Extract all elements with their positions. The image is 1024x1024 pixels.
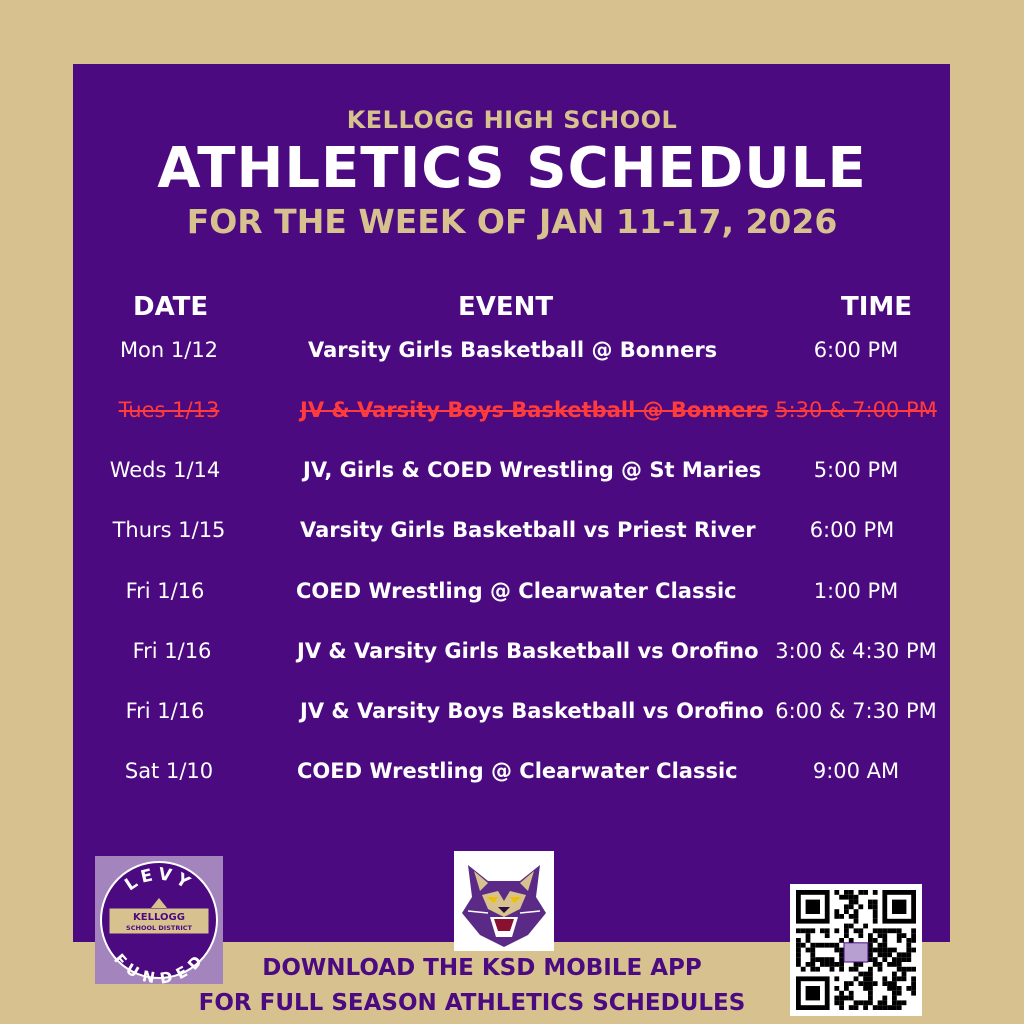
row-event: JV & Varsity Girls Basketball vs Orofino: [297, 639, 759, 663]
row-date: Tues 1/13: [118, 398, 220, 422]
page-title: ATHLETICS SCHEDULE: [157, 136, 867, 201]
row-time: 5:30 & 7:00 PM: [775, 398, 937, 422]
row-date: Fri 1/16: [125, 699, 205, 723]
row-event: Varsity Girls Basketball @ Bonners: [308, 338, 718, 362]
row-time: 6:00 PM: [813, 338, 899, 362]
row-time: 3:00 & 4:30 PM: [775, 639, 937, 663]
footer-line-2: FOR FULL SEASON ATHLETICS SCHEDULES: [198, 990, 746, 1016]
row-time: 6:00 PM: [809, 518, 895, 542]
school-name: KELLOGG HIGH SCHOOL: [346, 106, 678, 134]
levy-bottom-text: FUNDED: [110, 950, 208, 984]
levy-top-text: LEVY: [121, 864, 197, 896]
row-event: COED Wrestling @ Clearwater Classic: [296, 579, 737, 603]
row-time: 1:00 PM: [813, 579, 899, 603]
row-time: 9:00 AM: [812, 759, 900, 783]
row-event: COED Wrestling @ Clearwater Classic: [297, 759, 738, 783]
row-time: 5:00 PM: [813, 458, 899, 482]
row-event: JV & Varsity Boys Basketball vs Orofino: [300, 699, 764, 723]
row-date: Fri 1/16: [132, 639, 212, 663]
bobcat-mascot-icon: [454, 851, 554, 951]
levy-banner-line1: KELLOGG: [133, 912, 185, 923]
row-date: Sat 1/10: [124, 759, 214, 783]
row-time: 6:00 & 7:30 PM: [775, 699, 937, 723]
footer-line-1: DOWNLOAD THE KSD MOBILE APP: [262, 955, 702, 981]
row-event: Varsity Girls Basketball vs Priest River: [300, 518, 756, 542]
levy-banner-line2: SCHOOL DISTRICT: [126, 924, 192, 932]
column-header-time: TIME: [841, 292, 913, 322]
row-date: Fri 1/16: [125, 579, 205, 603]
row-event: JV & Varsity Boys Basketball @ Bonners: [300, 398, 769, 422]
row-date: Weds 1/14: [109, 458, 221, 482]
row-date: Thurs 1/15: [112, 518, 226, 542]
row-event: JV, Girls & COED Wrestling @ St Maries: [303, 458, 762, 482]
column-header-event: EVENT: [458, 292, 554, 322]
week-subtitle: FOR THE WEEK OF JAN 11-17, 2026: [186, 202, 838, 241]
row-date: Mon 1/12: [119, 338, 219, 362]
column-header-date: DATE: [133, 292, 209, 322]
